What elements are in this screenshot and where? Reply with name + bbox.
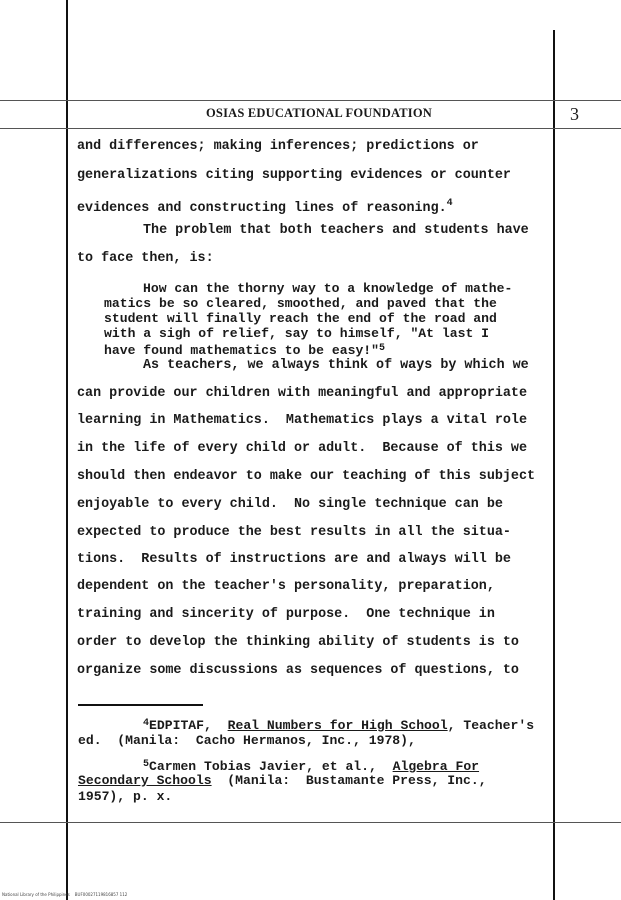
body-line: in the life of every child or adult. Because of this we [77, 441, 527, 456]
footnote-5-line3: 1957), p. x. [78, 789, 173, 804]
quote-line: matics be so cleared, smoothed, and paved that the [104, 296, 497, 311]
footnote-ref-5: 5 [379, 343, 386, 354]
page-number: 3 [570, 104, 579, 124]
footnote-4-line2: ed. (Manila: Cacho Hermanos, Inc., 1978), [78, 733, 416, 748]
footer-rule [0, 822, 621, 823]
body-line: expected to produce the best results in all the situa- [77, 525, 511, 540]
quote-line: with a sigh of relief, say to himself, "At last I [104, 326, 490, 341]
body-line: should then endeavor to make our teaching of this subject [77, 469, 536, 484]
footnote-separator [78, 704, 203, 706]
right-margin-rule [553, 30, 555, 900]
page-header: OSIAS EDUCATIONAL FOUNDATION [206, 106, 433, 120]
footnote-5-title: Algebra For [392, 759, 480, 774]
body-line: tions. Results of instructions are and always will be [77, 552, 511, 567]
header-bottom-rule [0, 128, 621, 129]
left-margin-rule [66, 0, 68, 900]
body-line: organize some discussions as sequences of questions, to [77, 663, 519, 678]
quote-line: How can the thorny way to a knowledge of mathe- [143, 281, 513, 296]
footnote-5-line1: $^5$Carmen Tobias Javier, et al., Algebra For [143, 759, 480, 774]
footnote-4-title: Real Numbers for High School [227, 718, 448, 733]
footnote-4-line1: $^4$EDPITAF, Real Numbers for High School, Teacher's [143, 718, 535, 733]
body-line: learning in Mathematics. Mathematics plays a vital role [77, 413, 527, 428]
body-line: order to develop the thinking ability of students is to [77, 635, 519, 650]
body-line: to face then, is: [77, 251, 214, 266]
body-line: training and sincerity of purpose. One technique in [77, 607, 495, 622]
quote-line: student will finally reach the end of the road and [104, 311, 497, 326]
scan-credit: National Library of the Philippines BUF00027119816857 112 [2, 892, 128, 897]
body-line: enjoyable to every child. No single technique can be [77, 497, 503, 512]
body-line: evidences and constructing lines of reasoning.$^4$ [77, 198, 453, 216]
body-line: can provide our children with meaningful and appropriate [77, 386, 527, 401]
body-line: dependent on the teacher's personality, preparation, [77, 579, 495, 594]
body-line: and differences; making inferences; predictions or [77, 139, 479, 154]
footnote-5-line2: Secondary Schools (Manila: Bustamante Press, Inc., [78, 773, 487, 788]
body-line: generalizations citing supporting evidences or counter [77, 168, 511, 183]
body-line: As teachers, we always think of ways by which we [143, 358, 529, 373]
quote-line: have found mathematics to be easy!"$^5$ [104, 343, 386, 358]
body-line: The problem that both teachers and students have [143, 223, 529, 238]
header-top-rule [0, 100, 621, 101]
footnote-ref-4: 4 [446, 198, 453, 209]
